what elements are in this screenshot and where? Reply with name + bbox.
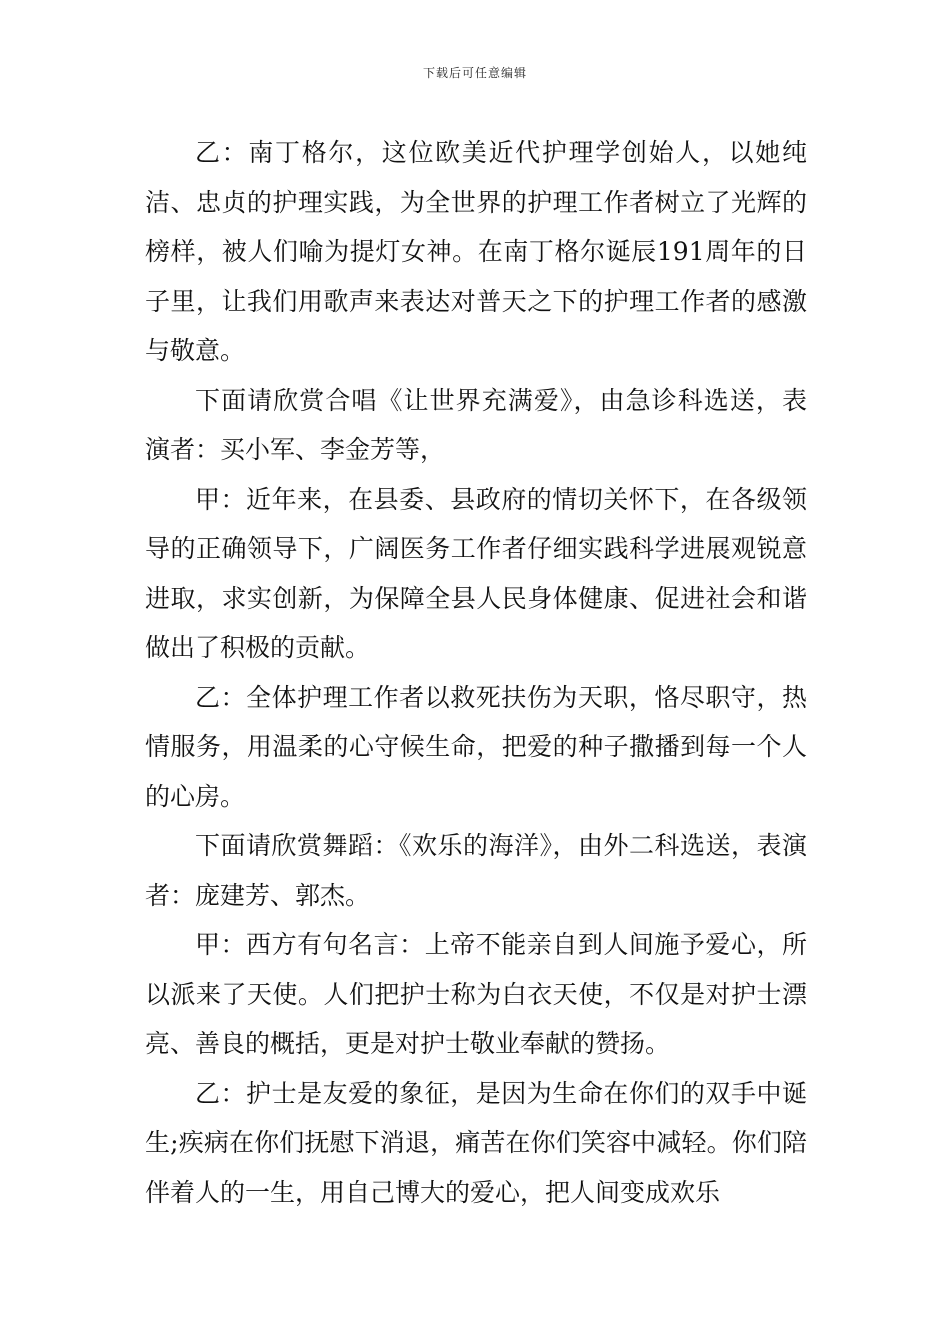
page-header: 下载后可任意编辑 (422, 66, 527, 80)
paragraph-3: 甲：近年来，在县委、县政府的情切关怀下，在各级领导的正确领导下，广阔医务工作者仔细实践科学进展观锐意进取，求实创新，为保障全县人民身体健康、促进社会和谐做出了积极的贡献。 (145, 484, 807, 662)
paragraph-6: 甲：西方有句名言：上帝不能亲自到人间施予爱心，所以派来了天使。人们把护士称为白衣天使，不仅是对护士漂亮、善良的概括，更是对护士敬业奉献的赞扬。 (145, 930, 807, 1058)
document-body (145, 128, 807, 1217)
paragraph-4: 乙：全体护理工作者以救死扶伤为天职，恪尽职守，热情服务，用温柔的心守候生命，把爱的种子撒播到每一个人的心房。 (145, 682, 807, 811)
paragraph-2: 下面请欣赏合唱《让世界充满爱》，由急诊科选送，表演者：买小军、李金芳等， (145, 385, 807, 464)
paragraph-5: 下面请欣赏舞蹈：《欢乐的海洋》，由外二科选送，表演者：庞建芳、郭杰。 (145, 831, 807, 910)
paragraph-1: 乙：南丁格尔，这位欧美近代护理学创始人，以她纯洁、忠贞的护理实践，为全世界的护理工作者树立了光辉的榜样，被人们喻为提灯女神。在南丁格尔诞辰191周年的日子里，让我们用歌声来表达对普天之下的护理工作者的感激与敬意。 (145, 138, 807, 365)
paragraph-7: 乙：护士是友爱的象征，是因为生命在你们的双手中诞生;疾病在你们抚慰下消退，痛苦在你们笑容中减轻。你们陪伴着人的一生，用自己博大的爱心，把人间变成欢乐 (145, 1078, 807, 1207)
